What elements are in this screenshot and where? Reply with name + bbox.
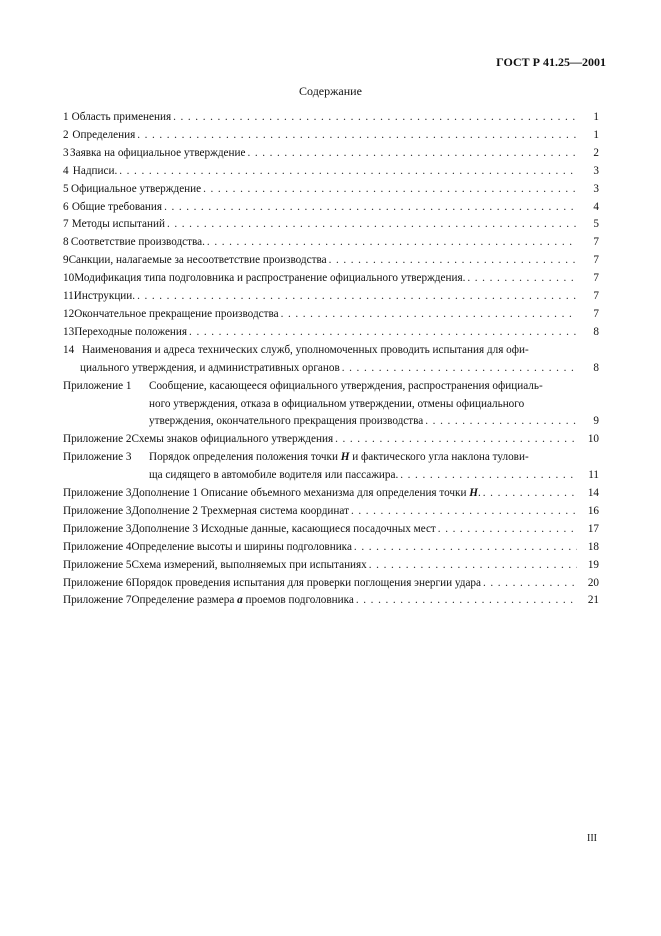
annex-title: Определение размера a проемов подголовника	[131, 594, 354, 607]
leader-dots	[137, 288, 577, 306]
toc-entry	[63, 324, 599, 342]
toc-entry-label: Модификация типа подголовника и распространение официального утверждения.	[74, 272, 466, 285]
annex-page: 18	[587, 540, 599, 553]
annex-page: 9	[593, 415, 599, 428]
annex-prefix: Приложение 6	[63, 576, 132, 589]
toc-entry-page: 7	[593, 272, 599, 285]
annex-title: Сообщение, касающееся официального утверждения, распространения официаль-	[149, 379, 543, 392]
leader-dots	[483, 575, 577, 593]
toc-entry-number: 5	[63, 182, 69, 195]
annex-entry	[63, 503, 599, 521]
toc-entry-label: Область применения	[71, 111, 172, 123]
toc-entry	[63, 234, 599, 252]
toc-entry	[63, 252, 599, 270]
leader-dots	[351, 503, 577, 521]
leader-dots	[400, 467, 577, 485]
toc-entry	[63, 288, 599, 306]
annex-entry	[63, 378, 599, 432]
toc-entry-page: 5	[593, 218, 599, 231]
annex-page: 10	[587, 433, 599, 446]
annex-entry	[63, 485, 599, 503]
leader-dots	[164, 199, 577, 217]
page-title: Содержание	[299, 84, 362, 98]
toc-entry	[63, 109, 599, 127]
leader-dots	[467, 270, 577, 288]
annex-prefix: Приложение 2	[63, 433, 132, 446]
annex-title: Порядок проведения испытания для проверки поглощения энергии удара	[131, 576, 481, 589]
toc-entry-number: 13	[63, 325, 75, 338]
annex-title: Схема измерений, выполняемых при испытаниях	[131, 558, 367, 571]
toc-entry-label: Официальное утверждение	[71, 182, 202, 195]
annex-title-continued: ща сидящего в автомобиле водителя или пассажира.	[149, 469, 399, 482]
toc-entry-number: 8	[63, 236, 69, 249]
toc-entry-number: 11	[63, 290, 74, 303]
leader-dots	[329, 252, 577, 270]
toc-entry-number: 10	[63, 272, 75, 285]
toc-entry-number: 9	[63, 254, 69, 267]
leader-dots	[189, 324, 577, 342]
leader-dots	[425, 413, 577, 431]
annex-page: 19	[587, 558, 599, 571]
toc-entry-number: 6	[63, 200, 69, 213]
annex-prefix: Приложение 5	[63, 558, 132, 571]
toc-entry-page: 4	[593, 200, 599, 213]
leader-dots	[369, 557, 577, 575]
leader-dots	[335, 431, 577, 449]
toc-entry-label: Наименования и адреса технических служб, уполномоченных проводить испытания для офи-	[82, 343, 529, 356]
toc-entry	[63, 199, 599, 217]
leader-dots	[203, 181, 577, 199]
annex-entry	[63, 521, 599, 539]
toc-entry-page: 8	[593, 361, 599, 374]
annex-entry	[63, 592, 599, 610]
table-of-contents	[63, 109, 599, 610]
toc-entry-label: Соответствие производства.	[70, 236, 205, 249]
annex-prefix: Приложение 3	[63, 504, 132, 517]
annex-prefix: Приложение 4	[63, 540, 132, 553]
toc-entry-label: Переходные положения	[74, 325, 188, 338]
leader-dots	[281, 306, 577, 324]
toc-entry-label: Заявка на официальное утверждение	[70, 146, 246, 159]
annex-title: Порядок определения положения точки H и фактического угла наклона тулови-	[149, 451, 529, 464]
leader-dots	[483, 485, 577, 503]
annex-entry	[63, 557, 599, 575]
toc-entry-page: 2	[593, 146, 599, 159]
annex-page: 20	[587, 576, 599, 589]
toc-entry-page: 8	[593, 325, 599, 338]
annex-entry	[63, 431, 599, 449]
annex-title: Дополнение 1 Описание объемного механизма для определения точки H.	[131, 487, 481, 500]
annex-entry	[63, 449, 599, 485]
annex-title-continued: утверждения, окончательного прекращения производства	[149, 415, 424, 428]
annex-page: 21	[587, 594, 599, 607]
toc-entry-number: 14	[63, 343, 75, 356]
toc-entry-label: Окончательное прекращение производства	[74, 307, 279, 320]
leader-dots	[173, 109, 577, 127]
toc-entry-label: Общие требования	[71, 200, 163, 213]
toc-entry-number: 12	[63, 307, 75, 320]
annex-list	[63, 378, 599, 611]
toc-entry-number: 7	[63, 218, 69, 231]
annex-entry	[63, 575, 599, 593]
leader-dots	[167, 216, 577, 234]
toc-entry	[63, 181, 599, 199]
toc-entry	[63, 127, 599, 145]
leader-dots	[354, 539, 577, 557]
annex-prefix: Приложение 3	[63, 522, 132, 535]
toc-entry-label: Инструкции.	[73, 290, 136, 303]
toc-entry-number: 4	[63, 164, 69, 177]
toc-entry-label-continued: циального утверждения, и административных органов	[80, 361, 340, 374]
toc-entry	[63, 216, 599, 234]
toc-entry-number: 3	[63, 146, 69, 159]
toc-entry-page: 7	[593, 290, 599, 303]
annex-prefix: Приложение 7	[63, 594, 132, 607]
toc-entry-page: 3	[593, 164, 599, 177]
toc-entry	[63, 306, 599, 324]
leader-dots	[137, 127, 577, 145]
toc-entry-page: 7	[593, 236, 599, 249]
annex-prefix: Приложение 1	[63, 379, 132, 392]
annex-page: 11	[588, 469, 599, 482]
annex-title: Дополнение 3 Исходные данные, касающиеся посадочных мест	[131, 522, 436, 535]
toc-entry	[63, 145, 599, 163]
annex-page: 16	[587, 504, 599, 517]
leader-dots	[438, 521, 577, 539]
toc-entry-page: 7	[593, 307, 599, 320]
toc-entry-label: Методы испытаний	[71, 218, 165, 231]
leader-dots	[207, 234, 577, 252]
toc-entry-label: Санкции, налагаемые за несоответствие производства	[68, 254, 327, 267]
toc-entry-page: 7	[593, 254, 599, 267]
annex-title-continued: ного утверждения, отказа в официальном утверждении, отмены официального	[149, 397, 525, 410]
toc-entry	[63, 163, 599, 181]
annex-page: 14	[587, 487, 599, 500]
section-list	[63, 109, 599, 342]
toc-entry-page: 1	[593, 128, 599, 141]
toc-entry-page: 1	[593, 111, 599, 123]
leader-dots	[247, 145, 577, 163]
annex-title: Дополнение 2 Трехмерная система координат	[131, 504, 349, 517]
annex-title: Определение высоты и ширины подголовника	[131, 540, 352, 553]
toc-entry-page: 3	[593, 182, 599, 195]
toc-entry-label: Определения	[72, 128, 136, 141]
leader-dots	[356, 592, 577, 610]
toc-entry-label: Надписи.	[72, 164, 118, 177]
toc-entry-number: 2	[63, 128, 69, 141]
toc-entry	[63, 270, 599, 288]
toc-entry-number: 1	[63, 111, 69, 123]
leader-dots	[342, 360, 577, 378]
annex-entry	[63, 539, 599, 557]
annex-title: Схемы знаков официального утверждения	[131, 433, 334, 446]
page-number: III	[587, 833, 597, 844]
annex-prefix: Приложение 3	[63, 487, 132, 500]
annex-page: 17	[587, 522, 599, 535]
toc-entry-14	[63, 342, 599, 378]
annex-prefix: Приложение 3	[63, 451, 132, 464]
document-code: ГОСТ Р 41.25—2001	[496, 55, 606, 69]
leader-dots	[119, 163, 577, 181]
